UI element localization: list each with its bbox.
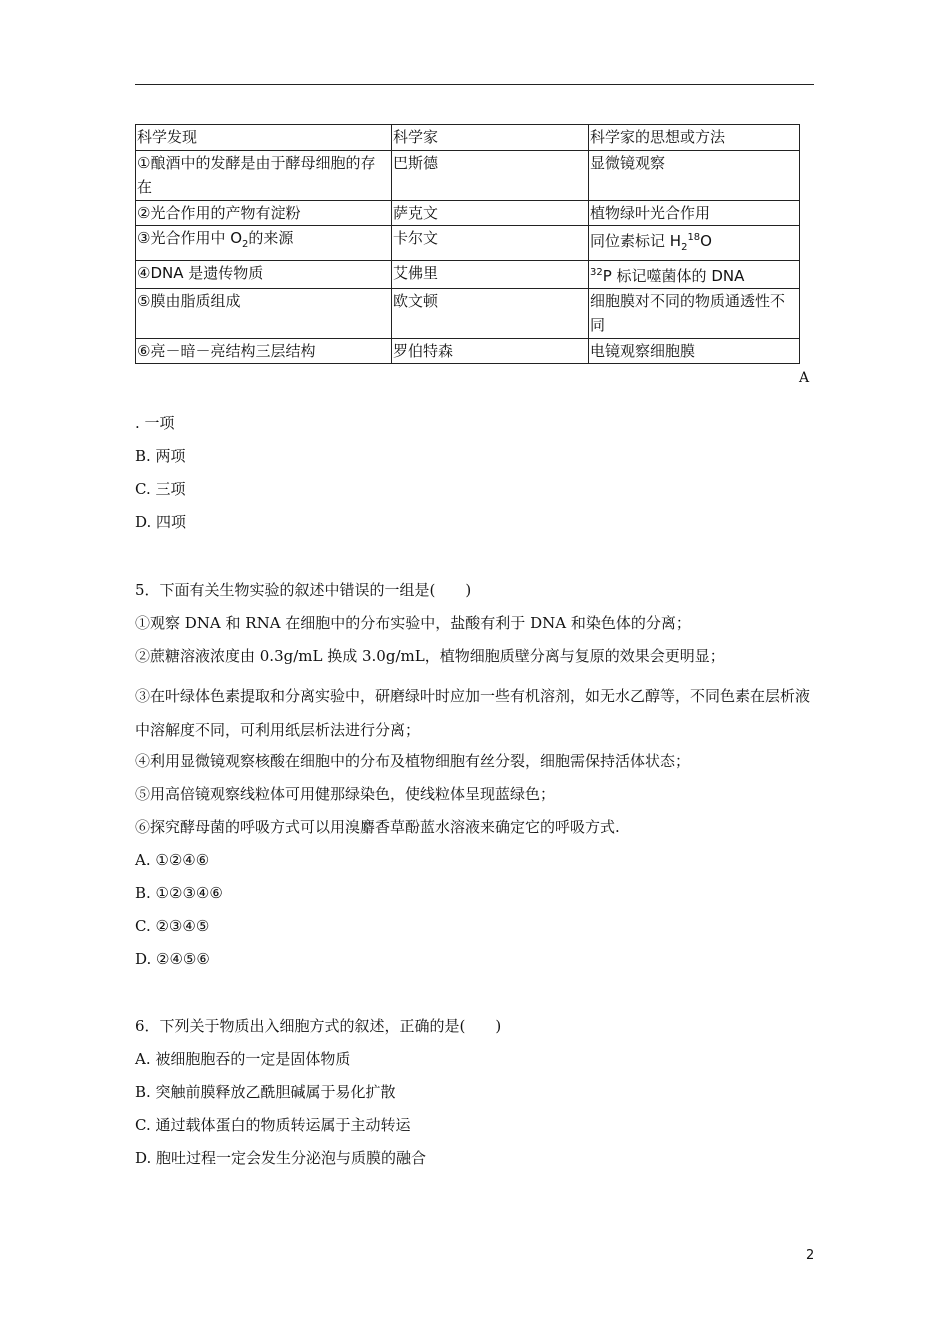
discovery-text: ③光合作用中 O: [137, 229, 243, 247]
table-row: [136, 151, 800, 201]
table-row: [136, 201, 800, 226]
discovery-cell: ②光合作用的产物有淀粉: [136, 201, 392, 226]
option-a-letter: A: [799, 370, 810, 386]
superscript: 32: [590, 267, 603, 278]
discovery-cell: [136, 226, 392, 261]
method-cell: [589, 261, 800, 289]
scientist-cell: 萨克文: [392, 201, 589, 226]
q5-item-4: ④利用显微镜观察核酸在细胞中的分布及植物细胞有丝分裂，细胞需保持活体状态；: [135, 752, 691, 770]
table-row: [136, 289, 800, 339]
table-row: [136, 226, 800, 261]
scientist-cell: 巴斯德: [392, 151, 589, 201]
method-cell: 显微镜观察: [589, 151, 800, 201]
scientist-cell: 欧文顿: [392, 289, 589, 339]
header-scientist: 科学家: [392, 125, 589, 151]
scientist-cell: 艾佛里: [392, 261, 589, 289]
q5-option-c: C. ②③④⑤: [135, 917, 210, 935]
q5-item-6: ⑥探究酵母菌的呼吸方式可以用溴麝香草酚蓝水溶液来确定它的呼吸方式.: [135, 818, 620, 836]
q5-item-2: ②蔗糖溶液浓度由 0.3g/mL 换成 3.0g/mL，植物细胞质壁分离与复原的效果会更明显；: [135, 647, 725, 665]
q4-option-d: D. 四项: [135, 513, 187, 531]
discovery-text: 的来源: [248, 229, 294, 247]
science-table: [135, 124, 800, 364]
method-cell: 电镜观察细胞膜: [589, 339, 800, 364]
superscript: 18: [687, 232, 701, 243]
q6-option-d: D. 胞吐过程一定会发生分泌泡与质膜的融合: [135, 1149, 427, 1167]
method-text: O: [700, 232, 712, 250]
q5-item-3: ③在叶绿体色素提取和分离实验中，研磨绿叶时应加一些有机溶剂，如无水乙醇等，不同色素在层析液中溶解度不同，可利用纸层析法进行分离；: [135, 687, 811, 739]
method-text: P 标记噬菌体的 DNA: [602, 267, 745, 285]
q6-option-b: B. 突触前膜释放乙酰胆碱属于易化扩散: [135, 1083, 396, 1101]
method-cell: [589, 226, 800, 261]
header-discovery: 科学发现: [136, 125, 392, 151]
header-method: 科学家的思想或方法: [589, 125, 800, 151]
table-header-row: [136, 125, 800, 151]
method-text: 同位素标记 H: [590, 232, 682, 250]
q4-option-c: C. 三项: [135, 480, 186, 498]
scientist-cell: 罗伯特森: [392, 339, 589, 364]
q5-stem: 5．下面有关生物实验的叙述中错误的一组是( ): [135, 581, 472, 599]
q5-option-a: A. ①②④⑥: [135, 851, 210, 869]
q4-option-a: . 一项: [135, 414, 175, 432]
q5-item-5: ⑤用高倍镜观察线粒体可用健那绿染色，使线粒体呈现蓝绿色；: [135, 785, 556, 803]
subscript: 2: [242, 239, 249, 250]
method-cell: 植物绿叶光合作用: [589, 201, 800, 226]
table-row: [136, 339, 800, 364]
page-number: 2: [806, 1248, 815, 1263]
discovery-cell: ④DNA 是遗传物质: [136, 261, 392, 289]
q6-option-a: A. 被细胞胞吞的一定是固体物质: [135, 1050, 351, 1068]
q6-option-c: C. 通过载体蛋白的物质转运属于主动转运: [135, 1116, 411, 1134]
q5-option-b: B. ①②③④⑥: [135, 884, 223, 902]
subscript: 2: [681, 242, 688, 253]
discovery-cell: ⑤膜由脂质组成: [136, 289, 392, 339]
q5-item-1: ①观察 DNA 和 RNA 在细胞中的分布实验中，盐酸有利于 DNA 和染色体的分离；: [135, 614, 691, 632]
q4-option-b: B. 两项: [135, 447, 186, 465]
scientist-cell: 卡尔文: [392, 226, 589, 261]
discovery-cell: ⑥亮－暗－亮结构三层结构: [136, 339, 392, 364]
table-row: [136, 261, 800, 289]
method-cell: 细胞膜对不同的物质通透性不同: [589, 289, 800, 339]
header-rule: [135, 84, 814, 85]
discovery-cell: ①酿酒中的发酵是由于酵母细胞的存在: [136, 151, 392, 201]
q5-option-d: D. ②④⑤⑥: [135, 950, 210, 968]
q6-stem: 6．下列关于物质出入细胞方式的叙述，正确的是( ): [135, 1017, 502, 1035]
